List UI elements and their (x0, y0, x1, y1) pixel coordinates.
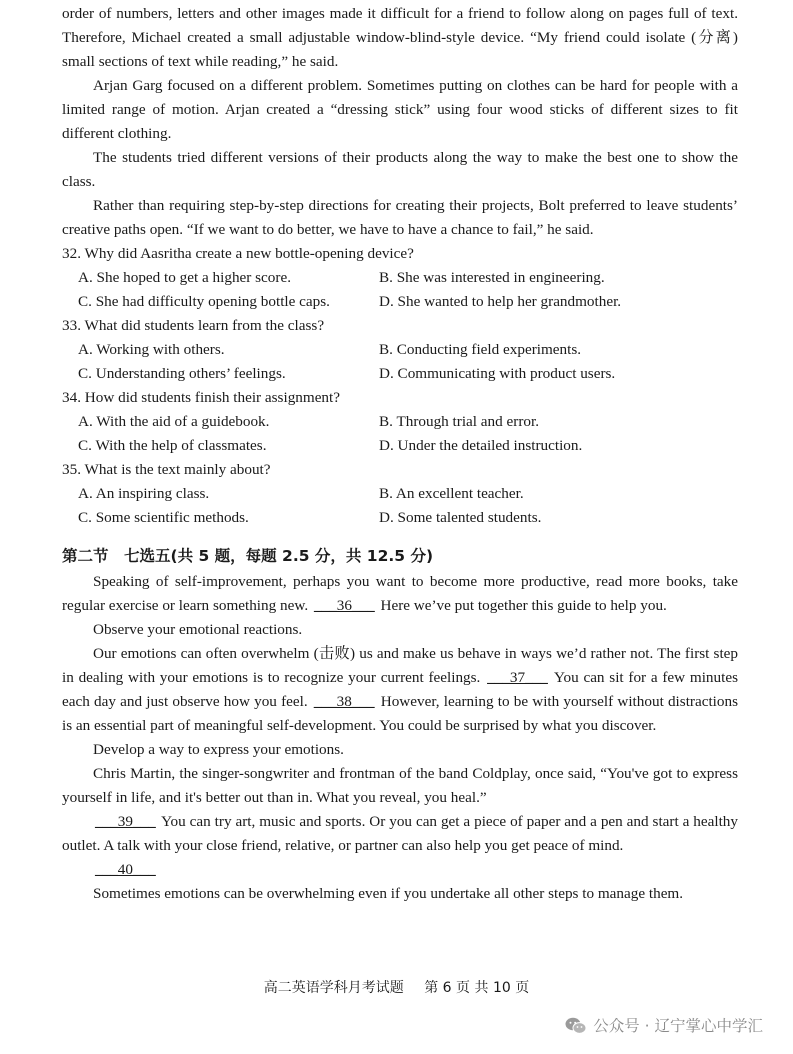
option-a[interactable]: A. With the aid of a guidebook. (78, 413, 270, 430)
option-d[interactable]: D. She wanted to help her grandmother. (379, 293, 622, 310)
cloze-paragraph: Chris Martin, the singer-songwriter and frontman of the band Coldplay, once said, “You've got to express yourself in life, and it's better out than in. What you reveal, you heal.” (62, 765, 738, 806)
passage-paragraph: order of numbers, letters and other images made it difficult for a friend to follow along on pages full of text. Therefore, Michael created a small adjustable window-blind-style device. “My friend could isolate (分离) small sections of text while reading,” he said. (62, 5, 738, 70)
blank-36[interactable]: ___36___ (313, 597, 375, 614)
option-b[interactable]: B. She was interested in engineering. (379, 269, 605, 286)
subheading: Develop a way to express your emotions. (93, 741, 344, 758)
section-heading: 第二节 七选五(共 5 题，每题 2.5 分，共 12.5 分) (62, 547, 434, 565)
cloze-paragraph: Sometimes emotions can be overwhelming even if you undertake all other steps to manage them. (93, 885, 684, 902)
page-number: 第 6 页 共 10 页 (424, 980, 530, 996)
blank-38[interactable]: ___38___ (313, 693, 375, 710)
exam-page (62, 2, 738, 906)
option-b[interactable]: B. An excellent teacher. (379, 485, 524, 502)
cloze-paragraph (62, 858, 738, 882)
exam-title: 高二英语学科月考试题 (263, 980, 404, 996)
cloze-paragraph: ___39___ You can try art, music and sports. Or you can get a piece of paper and a pen and start a healthy outlet. A talk with your close friend, relative, or partner can also help you get peace of mind. (62, 813, 738, 854)
option-a[interactable]: A. Working with others. (78, 341, 225, 358)
question-32 (62, 242, 738, 314)
option-a[interactable]: A. She hoped to get a higher score. (78, 269, 291, 286)
option-b[interactable]: B. Conducting field experiments. (379, 341, 582, 358)
subheading: Observe your emotional reactions. (93, 621, 303, 638)
passage-paragraph: Rather than requiring step-by-step directions for creating their projects, Bolt preferred to leave students’ creative paths open. “If we want to do better, we have to have a chance to fail,” he said. (62, 197, 738, 238)
question-34 (62, 386, 738, 458)
cloze-paragraph: Our emotions can often overwhelm (击败) us and make us behave in ways we’d rather not. The first step in dealing with your emotions is to recognize your current feelings. ___37___ You can sit for a few minutes each day and just observe how you feel. ___38___ However, learning to be with yourself without distractions is an essential part of meaningful self-development. You could be surprised by what you discover. (62, 645, 738, 734)
question-stem: 33. What did students learn from the class? (62, 317, 325, 334)
option-d[interactable]: D. Under the detailed instruction. (379, 437, 583, 454)
watermark (565, 1014, 763, 1038)
question-35 (62, 458, 738, 530)
option-b[interactable]: B. Through trial and error. (379, 413, 539, 430)
blank-40[interactable]: ___40___ (95, 861, 156, 878)
option-c[interactable]: C. She had difficulty opening bottle caps. (78, 293, 330, 310)
option-c[interactable]: C. With the help of classmates. (78, 437, 267, 454)
wechat-icon (565, 1017, 587, 1035)
option-c[interactable]: C. Understanding others’ feelings. (78, 365, 286, 382)
question-stem: 32. Why did Aasritha create a new bottle-opening device? (62, 245, 414, 262)
cloze-paragraph: Speaking of self-improvement, perhaps you want to become more productive, read more books, take regular exercise or learn something new. ___36___ Here we’ve put together this guide to help you. (62, 573, 738, 614)
passage-paragraph: Arjan Garg focused on a different problem. Sometimes putting on clothes can be hard for people with a limited range of motion. Arjan created a “dressing stick” using four wood sticks of different sizes to fit different clothing. (62, 77, 738, 142)
passage-paragraph: The students tried different versions of their products along the way to make the best one to show the class. (62, 149, 738, 190)
question-stem: 34. How did students finish their assignment? (62, 389, 340, 406)
question-33 (62, 314, 738, 386)
option-a[interactable]: A. An inspiring class. (78, 485, 210, 502)
option-d[interactable]: D. Communicating with product users. (379, 365, 616, 382)
option-c[interactable]: C. Some scientific methods. (78, 509, 249, 526)
option-d[interactable]: D. Some talented students. (379, 509, 542, 526)
watermark-text: 公众号 · 辽宁掌心中学汇 (593, 1017, 763, 1035)
blank-37[interactable]: ___37___ (487, 669, 548, 686)
page-footer (0, 976, 793, 1000)
blank-39[interactable]: ___39___ (95, 813, 156, 830)
question-stem: 35. What is the text mainly about? (62, 461, 271, 478)
